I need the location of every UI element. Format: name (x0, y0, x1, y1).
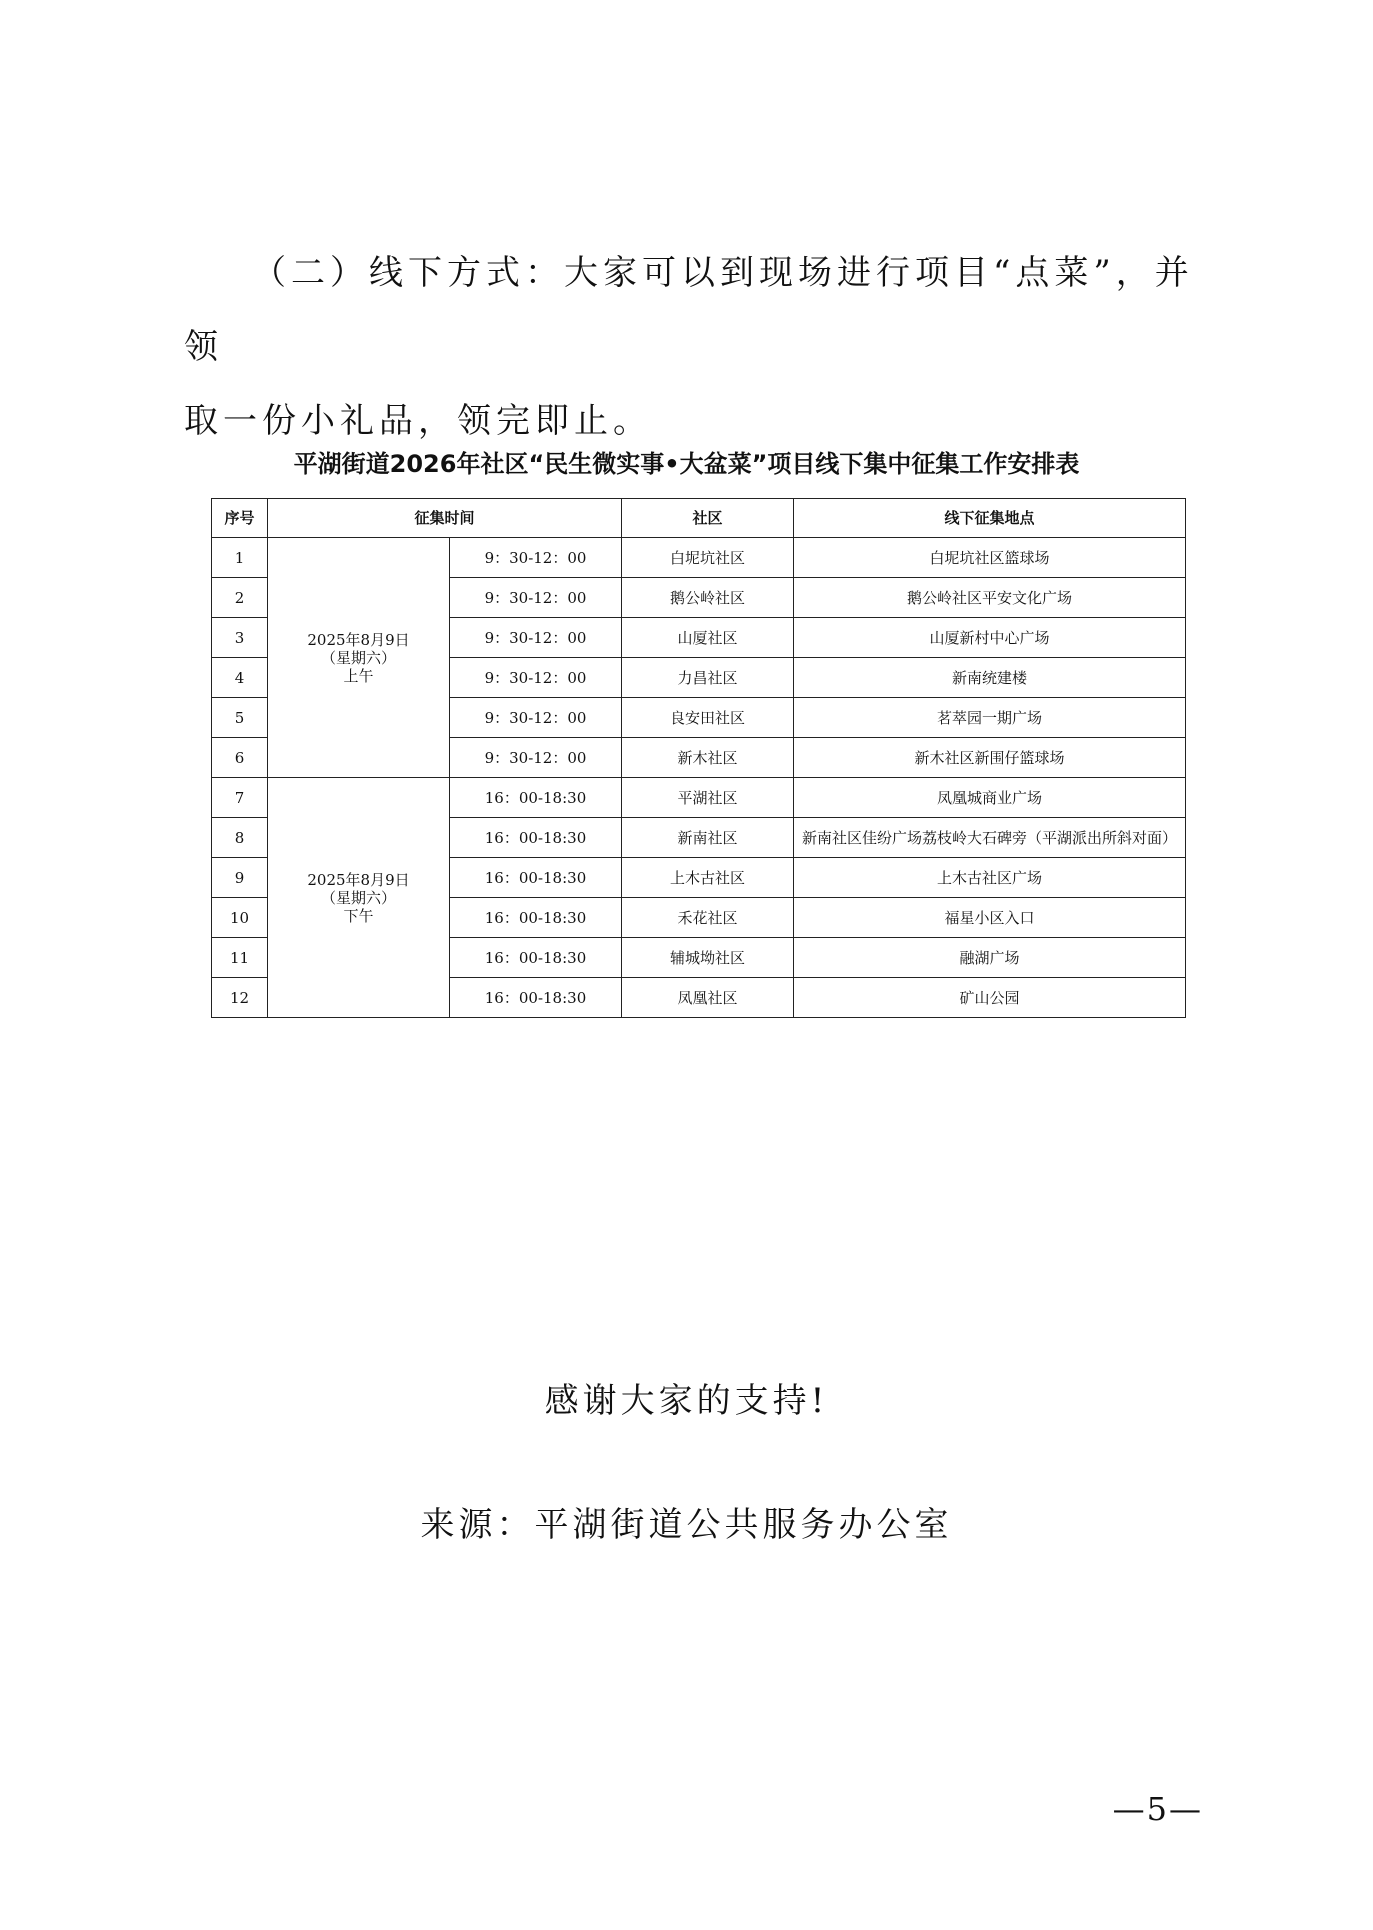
row-no: 1 (212, 538, 268, 578)
row-time: 16：00-18:30 (450, 778, 622, 818)
table-row (212, 778, 1186, 818)
row-no: 7 (212, 778, 268, 818)
row-location: 山厦新村中心广场 (794, 618, 1186, 658)
date-cell-afternoon (268, 778, 450, 1018)
row-community: 新南社区 (622, 818, 794, 858)
row-location: 新木社区新围仔篮球场 (794, 738, 1186, 778)
date-cell-morning (268, 538, 450, 778)
date-line: 上午 (343, 666, 374, 685)
row-location: 融湖广场 (794, 938, 1186, 978)
row-community: 山厦社区 (622, 618, 794, 658)
row-location: 白坭坑社区篮球场 (794, 538, 1186, 578)
table-header-row (212, 499, 1186, 538)
row-community: 白坭坑社区 (622, 538, 794, 578)
row-no: 9 (212, 858, 268, 898)
row-time: 16：00-18:30 (450, 858, 622, 898)
row-location: 矿山公园 (794, 978, 1186, 1018)
row-no: 8 (212, 818, 268, 858)
row-time: 9：30-12：00 (450, 698, 622, 738)
row-time: 9：30-12：00 (450, 658, 622, 698)
intro-paragraph (184, 236, 1204, 458)
row-no: 11 (212, 938, 268, 978)
row-no: 2 (212, 578, 268, 618)
thanks-text: 感谢大家的支持! (544, 1381, 829, 1421)
table-row (212, 538, 1186, 578)
table-title: 平湖街道2026年社区“民生微实事•大盆菜”项目线下集中征集工作安排表 (293, 450, 1080, 478)
row-location: 凤凰城商业广场 (794, 778, 1186, 818)
header-location: 线下征集地点 (794, 499, 1186, 538)
row-time: 9：30-12：00 (450, 578, 622, 618)
date-line: 下午 (343, 906, 374, 925)
row-location: 鹅公岭社区平安文化广场 (794, 578, 1186, 618)
date-line: （星期六） (320, 888, 396, 907)
row-time: 9：30-12：00 (450, 738, 622, 778)
intro-line-1-text: （二）线下方式：大家可以到现场进行项目“点菜”，并领 (184, 253, 1194, 367)
row-community: 力昌社区 (622, 658, 794, 698)
source-text: 来源：平湖街道公共服务办公室 (420, 1505, 953, 1545)
row-community: 鹅公岭社区 (622, 578, 794, 618)
row-location: 茗萃园一期广场 (794, 698, 1186, 738)
row-no: 4 (212, 658, 268, 698)
row-community: 平湖社区 (622, 778, 794, 818)
intro-line-1 (184, 236, 1204, 384)
row-community: 新木社区 (622, 738, 794, 778)
intro-line-2: 取一份小礼品，领完即止。 (184, 401, 652, 441)
row-time: 16：00-18:30 (450, 818, 622, 858)
row-location: 上木古社区广场 (794, 858, 1186, 898)
row-location: 新南社区佳纷广场荔枝岭大石碑旁（平湖派出所斜对面） (794, 818, 1186, 858)
header-community: 社区 (622, 499, 794, 538)
row-no: 10 (212, 898, 268, 938)
header-time: 征集时间 (268, 499, 622, 538)
row-location: 新南统建楼 (794, 658, 1186, 698)
row-no: 12 (212, 978, 268, 1018)
row-community: 良安田社区 (622, 698, 794, 738)
row-no: 6 (212, 738, 268, 778)
row-community: 凤凰社区 (622, 978, 794, 1018)
row-no: 5 (212, 698, 268, 738)
row-community: 辅城坳社区 (622, 938, 794, 978)
row-time: 16：00-18:30 (450, 938, 622, 978)
page-number: —5— (1112, 1790, 1203, 1828)
row-community: 上木古社区 (622, 858, 794, 898)
schedule-table (211, 498, 1186, 1018)
row-location: 福星小区入口 (794, 898, 1186, 938)
row-time: 16：00-18:30 (450, 978, 622, 1018)
row-time: 9：30-12：00 (450, 538, 622, 578)
header-no: 序号 (212, 499, 268, 538)
date-line: （星期六） (320, 648, 396, 667)
date-line: 2025年8月9日 (307, 870, 410, 889)
row-time: 16：00-18:30 (450, 898, 622, 938)
row-no: 3 (212, 618, 268, 658)
row-time: 9：30-12：00 (450, 618, 622, 658)
row-community: 禾花社区 (622, 898, 794, 938)
date-line: 2025年8月9日 (307, 630, 410, 649)
